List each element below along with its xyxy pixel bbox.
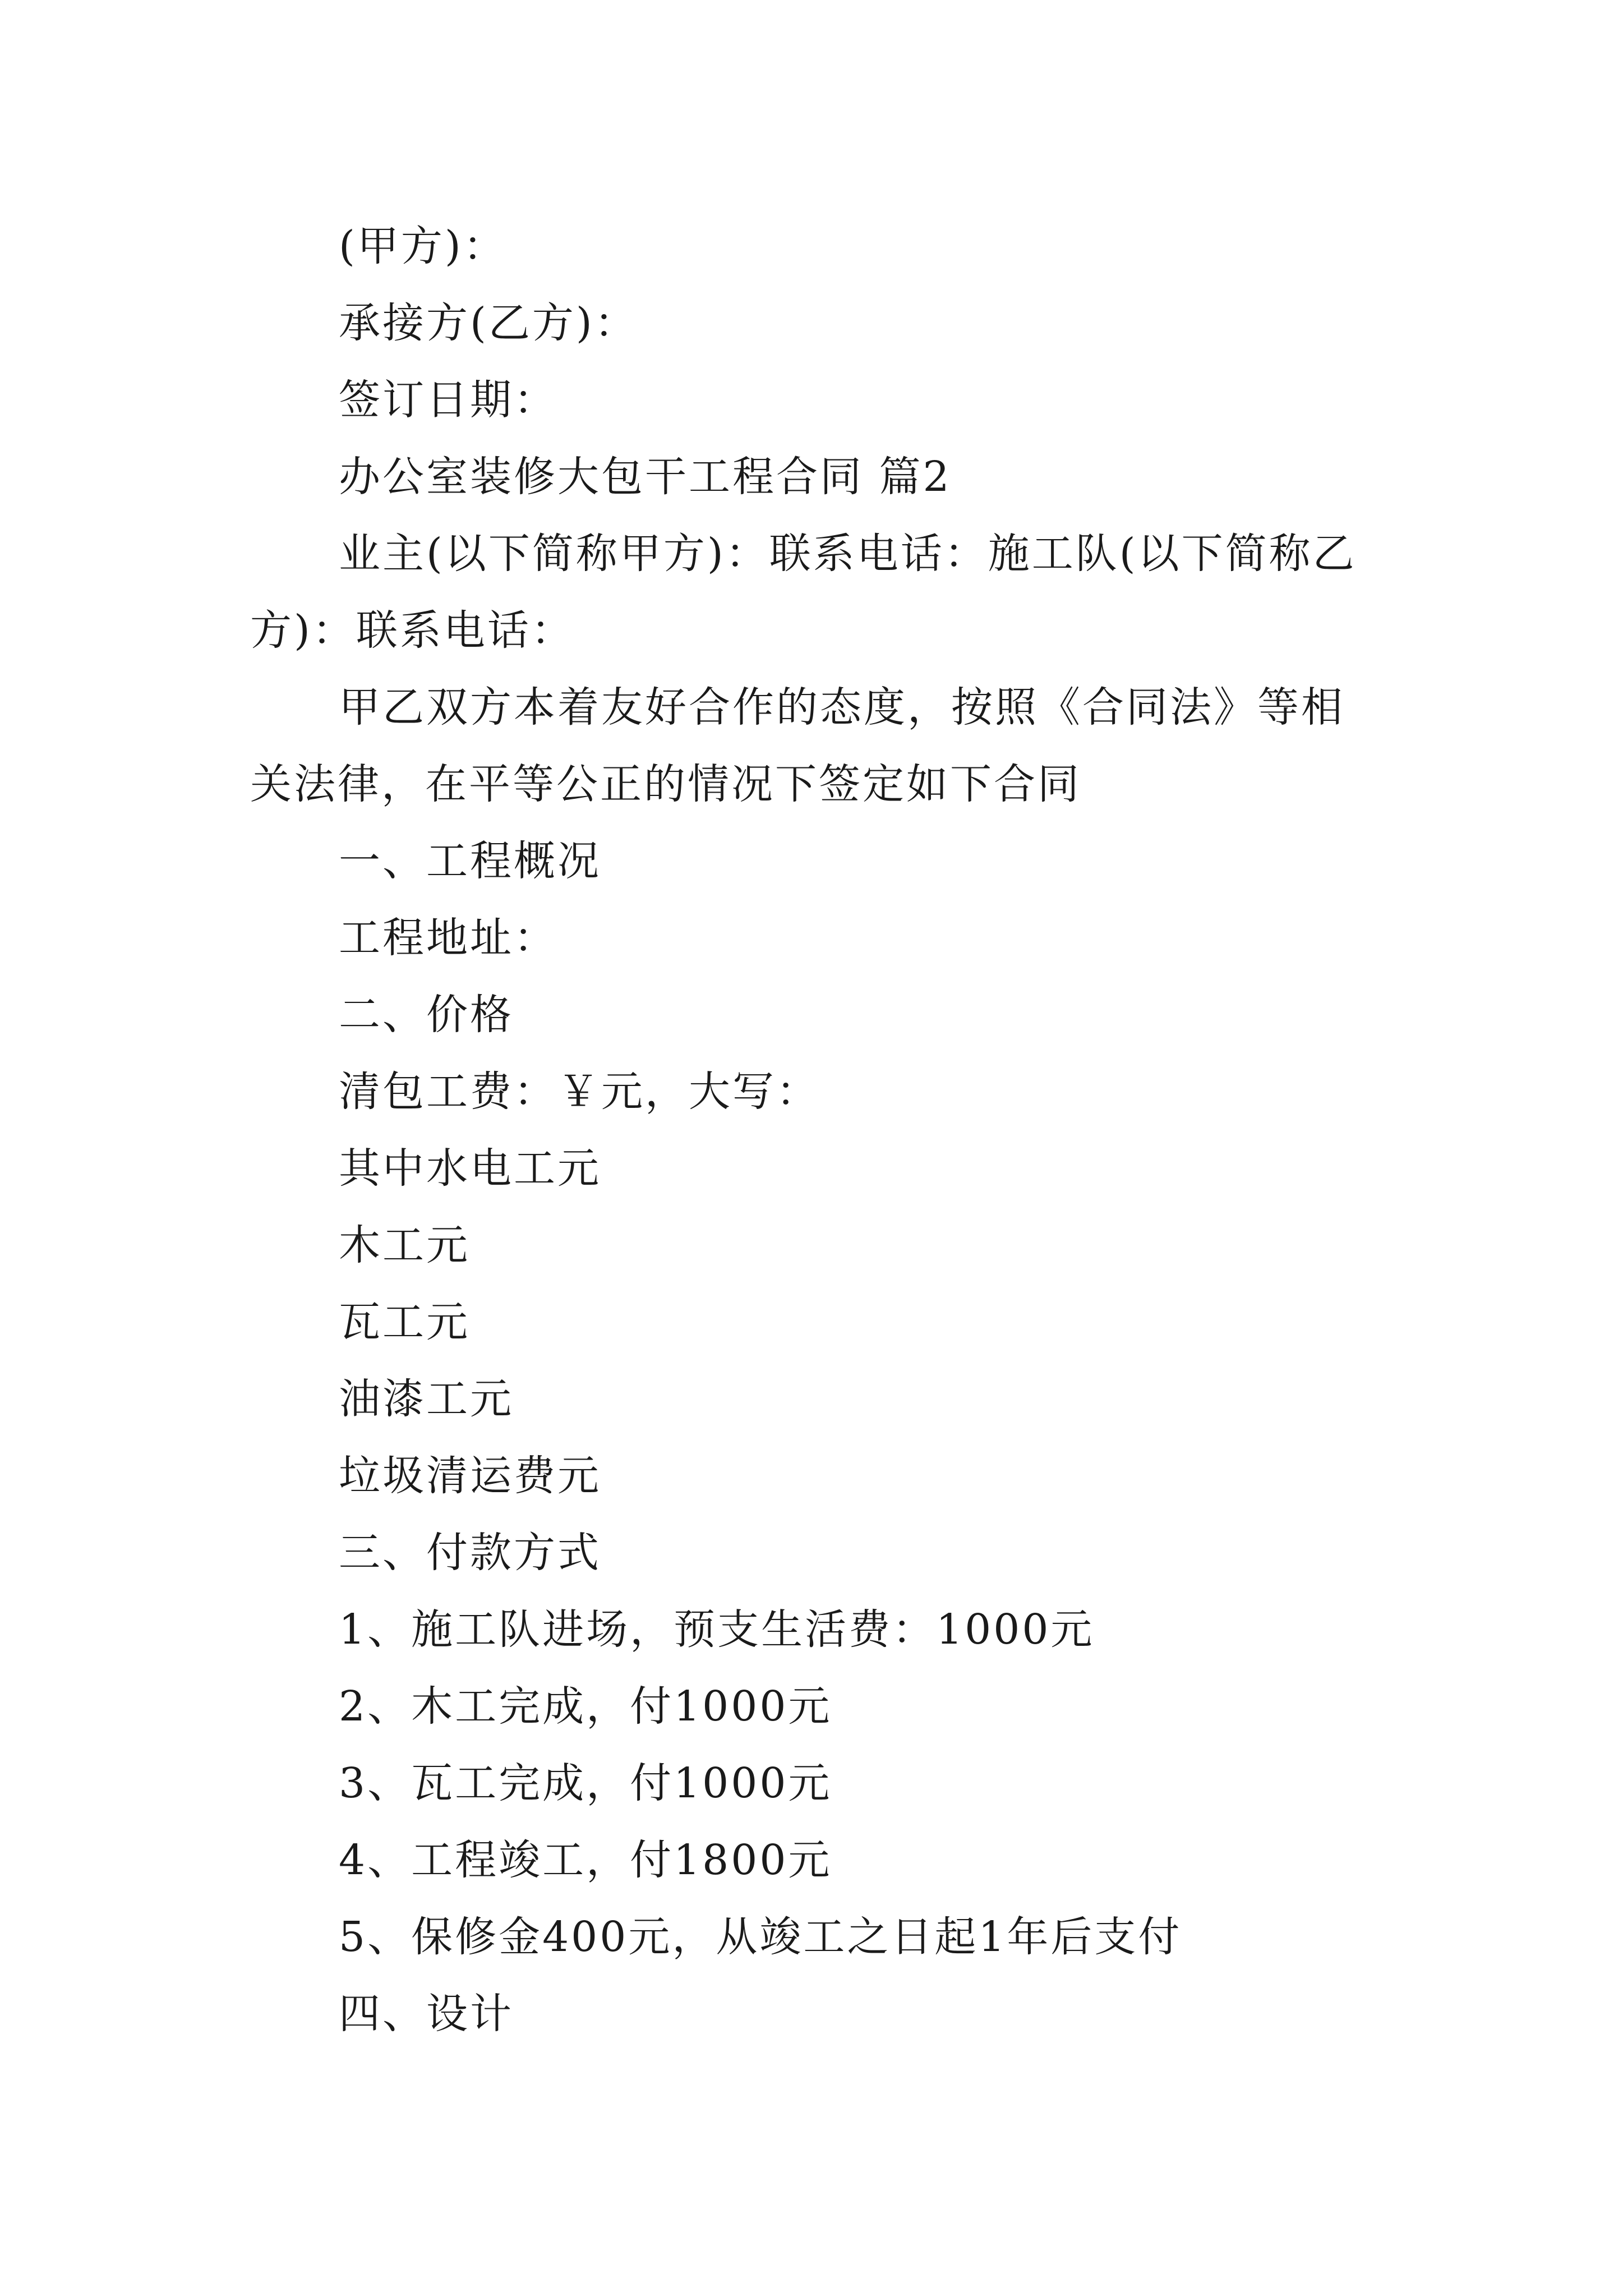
project-address-label: 工程地址： xyxy=(339,914,557,962)
contractor-label: 承接方(乙方)： xyxy=(339,299,638,347)
payment-item-2: 2、木工完成，付1000元 xyxy=(339,1682,832,1731)
payment-item-4: 4、工程竣工，付1800元 xyxy=(339,1836,832,1884)
fee-item-electrical: 其中水电工元 xyxy=(339,1144,601,1193)
preamble-paragraph: 甲乙双方本着友好合作的态度，按照《合同法》等相关法律，在平等公正的情况下签定如下合同 xyxy=(250,683,1345,808)
document-body xyxy=(250,208,1383,2053)
fee-item-waste-removal: 垃圾清运费元 xyxy=(339,1452,601,1500)
signing-date-label: 签订日期： xyxy=(339,376,557,424)
contract-title: 办公室装修大包干工程合同 篇2 xyxy=(339,453,952,501)
section-heading-design: 四、设计 xyxy=(339,1990,514,2038)
section-heading-overview: 一、工程概况 xyxy=(339,837,601,885)
payment-item-3: 3、瓦工完成，付1000元 xyxy=(339,1759,832,1807)
section-heading-price: 二、价格 xyxy=(339,991,514,1039)
fee-item-painting: 油漆工元 xyxy=(339,1375,514,1423)
payment-item-1: 1、施工队进场，预支生活费：1000元 xyxy=(339,1605,1095,1654)
fee-item-tiling: 瓦工元 xyxy=(339,1298,470,1346)
section-heading-payment: 三、付款方式 xyxy=(339,1529,601,1577)
party-a-label: (甲方)： xyxy=(339,222,507,270)
fee-item-carpentry: 木工元 xyxy=(339,1221,470,1269)
labor-fee-line: 清包工费：￥元，大写： xyxy=(339,1068,820,1116)
parties-contact-paragraph: 业主(以下简称甲方)：联系电话：施工队(以下简称乙方)：联系电话： xyxy=(250,530,1357,655)
payment-item-5: 5、保修金400元，从竣工之日起1年后支付 xyxy=(339,1913,1182,1961)
